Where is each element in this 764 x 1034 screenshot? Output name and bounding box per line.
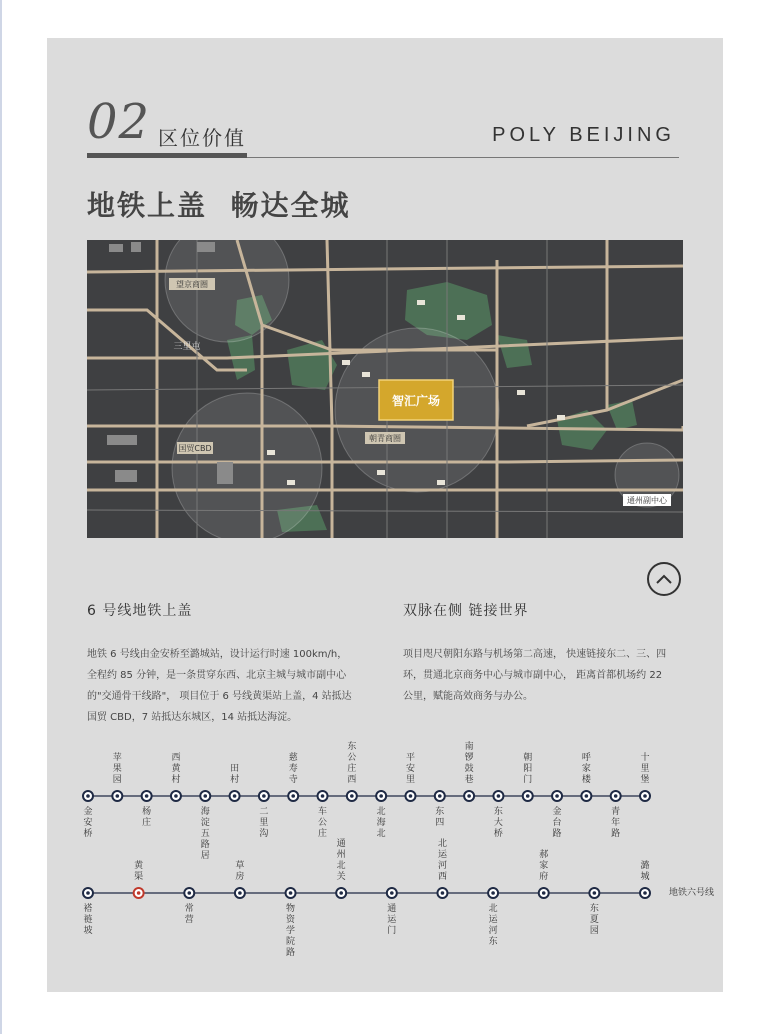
svg-text:府: 府	[539, 872, 549, 882]
svg-text:苹: 苹	[112, 753, 122, 763]
svg-text:公: 公	[318, 818, 328, 828]
svg-text:黄: 黄	[171, 764, 181, 774]
location-map	[87, 240, 683, 538]
project-label: 智汇广场	[391, 394, 441, 408]
station-dot	[409, 794, 413, 798]
station-label-row1-above	[406, 752, 415, 785]
section-title: 区位价值	[158, 126, 246, 150]
station-dot	[643, 891, 647, 895]
svg-text:资: 资	[286, 915, 296, 925]
svg-text:果: 果	[112, 764, 122, 774]
svg-text:桥: 桥	[493, 829, 503, 839]
left-column-body	[87, 644, 377, 728]
label-wangjing: 望京商圈	[176, 280, 208, 289]
station-dot	[116, 794, 120, 798]
station-dot	[137, 891, 141, 895]
svg-text:路: 路	[286, 948, 296, 958]
svg-text:路: 路	[552, 829, 562, 839]
station-label-row1-above	[465, 740, 474, 785]
svg-text:西: 西	[347, 775, 357, 785]
station-dot	[86, 891, 90, 895]
station-dot	[238, 891, 242, 895]
svg-text:黄: 黄	[134, 861, 144, 871]
station-label-row2-above	[235, 859, 244, 882]
station-label-row2-below	[489, 902, 499, 947]
station-dot	[187, 891, 191, 895]
page-headline: 地铁上盖 畅达全城	[87, 189, 351, 222]
svg-text:四: 四	[435, 818, 445, 828]
svg-text:家: 家	[581, 764, 591, 774]
station-dot	[86, 794, 90, 798]
station-dot	[593, 891, 597, 895]
station-label-row1-below	[83, 805, 92, 839]
svg-text:州: 州	[336, 850, 346, 860]
station-dot	[339, 891, 343, 895]
svg-text:通: 通	[336, 839, 346, 849]
svg-text:物: 物	[286, 904, 296, 914]
label-sanlitun: 三里屯	[173, 342, 201, 352]
svg-text:河: 河	[437, 861, 447, 871]
station-dot	[467, 794, 471, 798]
svg-text:坡: 坡	[83, 926, 93, 936]
label-guomao: 国贸CBD	[178, 444, 212, 453]
station-dot	[291, 794, 295, 798]
svg-text:路: 路	[200, 840, 210, 850]
svg-text:南: 南	[464, 742, 474, 752]
svg-text:营: 营	[184, 915, 194, 925]
station-dot	[526, 794, 530, 798]
station-label-row1-above	[113, 751, 122, 785]
station-label-row1-below	[553, 805, 562, 839]
map-svg	[87, 240, 683, 538]
station-label-row1-below	[142, 805, 151, 828]
station-label-row2-above	[640, 859, 649, 882]
svg-text:运: 运	[387, 915, 397, 925]
station-label-row2-above	[539, 848, 548, 882]
svg-text:桥: 桥	[83, 829, 93, 839]
svg-text:院: 院	[286, 937, 296, 947]
station-dot	[289, 891, 293, 895]
svg-text:家: 家	[539, 861, 549, 871]
svg-text:寺: 寺	[288, 775, 298, 785]
chevron-up-icon	[655, 573, 673, 585]
svg-text:朝: 朝	[523, 753, 533, 763]
line6-end-note: 地铁六号线	[669, 888, 715, 898]
svg-text:渠: 渠	[134, 872, 144, 882]
station-label-row1-below	[611, 805, 620, 839]
svg-text:田: 田	[230, 764, 240, 774]
station-label-row1-above	[230, 763, 239, 785]
right-column-body	[403, 644, 688, 707]
svg-text:门: 门	[387, 926, 397, 936]
station-label-row1-above	[523, 751, 532, 785]
station-label-row2-above	[438, 837, 448, 882]
svg-text:村: 村	[171, 775, 181, 785]
section-number: 02	[87, 94, 151, 150]
svg-text:巷: 巷	[464, 775, 474, 785]
svg-text:东: 东	[488, 937, 498, 947]
svg-text:锣: 锣	[464, 753, 474, 763]
station-dot	[145, 794, 149, 798]
left-text-line: 地铁 6 号线由金安桥至潞城站，设计运行时速 100km/h，	[87, 649, 348, 660]
station-dot	[643, 794, 647, 798]
station-dot	[321, 794, 325, 798]
station-label-row1-below	[435, 805, 444, 828]
svg-text:金: 金	[552, 807, 562, 817]
svg-text:台: 台	[552, 818, 562, 828]
station-dot	[614, 794, 618, 798]
svg-text:年: 年	[611, 818, 621, 828]
station-dot	[262, 794, 266, 798]
station-label-row2-above	[134, 859, 144, 882]
svg-text:草: 草	[235, 861, 245, 871]
station-dot	[379, 794, 383, 798]
station-dot	[542, 891, 546, 895]
svg-text:东: 东	[493, 807, 503, 817]
station-dot	[174, 794, 178, 798]
station-dot	[491, 891, 495, 895]
left-text-line: 全程约 85 分钟，是一条贯穿东西、北京主城与城市副中心	[87, 670, 347, 681]
svg-text:五: 五	[200, 829, 210, 839]
station-label-row2-above	[337, 838, 346, 882]
svg-text:东: 东	[435, 807, 445, 817]
brand-title: POLY BEIJING	[492, 124, 675, 146]
svg-text:潞: 潞	[640, 861, 650, 871]
svg-text:堡: 堡	[640, 775, 650, 785]
station-label-row1-above	[171, 752, 181, 785]
svg-text:北: 北	[437, 839, 447, 849]
station-dot	[585, 794, 589, 798]
svg-text:常: 常	[184, 904, 194, 914]
svg-text:鼓: 鼓	[464, 764, 474, 774]
station-label-row1-below	[377, 805, 386, 839]
station-label-row1-below	[201, 805, 210, 861]
station-label-row1-above	[347, 740, 356, 785]
svg-text:夏: 夏	[589, 915, 599, 925]
svg-text:西: 西	[437, 872, 447, 882]
svg-text:北: 北	[376, 829, 386, 839]
svg-text:金: 金	[83, 807, 93, 817]
left-text-line: 的"交通骨干线路"， 项目位于 6 号线黄渠站上盖，4 站抵达	[87, 691, 352, 702]
svg-text:青: 青	[611, 807, 621, 817]
right-text-line: 公里，赋能高效商务与办公。	[403, 691, 533, 702]
svg-text:门: 门	[523, 775, 533, 785]
svg-text:呼: 呼	[581, 753, 591, 763]
station-label-row1-above	[582, 751, 592, 785]
station-label-row1-below	[318, 805, 327, 839]
right-text-line: 项目咫尺朝阳东路与机场第二高速， 快速链接东二、三、四	[403, 649, 667, 660]
svg-text:北: 北	[376, 807, 386, 817]
station-label-row1-above	[289, 751, 298, 785]
svg-text:沟: 沟	[259, 829, 269, 839]
svg-text:园: 园	[112, 775, 122, 785]
svg-text:庄: 庄	[347, 764, 357, 774]
station-label-row2-below	[185, 902, 194, 925]
svg-text:二: 二	[259, 807, 269, 817]
svg-text:关: 关	[336, 872, 346, 882]
svg-text:十: 十	[640, 753, 650, 763]
svg-text:园: 园	[589, 926, 599, 936]
right-column-title: 双脉在侧 链接世界	[403, 603, 529, 619]
svg-text:东: 东	[589, 904, 599, 914]
metro-line-diagram	[47, 738, 723, 978]
svg-text:公: 公	[347, 753, 357, 763]
svg-text:里: 里	[405, 775, 415, 785]
right-text-line: 环，贯通北京商务中心与城市副中心， 距离首都机场约 22	[403, 670, 663, 681]
svg-text:安: 安	[83, 818, 93, 828]
station-dot	[390, 891, 394, 895]
svg-text:淀: 淀	[200, 818, 210, 828]
svg-text:里: 里	[259, 818, 269, 828]
svg-text:楼: 楼	[581, 775, 591, 785]
svg-text:阳: 阳	[523, 764, 533, 774]
svg-text:通: 通	[387, 904, 397, 914]
svg-text:裢: 裢	[83, 915, 93, 925]
label-chaoqing: 朝青商圈	[369, 434, 401, 443]
svg-text:河: 河	[488, 926, 498, 936]
station-label-row1-below	[259, 807, 268, 839]
svg-text:平: 平	[405, 753, 415, 763]
svg-text:安: 安	[405, 764, 415, 774]
page-panel	[47, 38, 723, 992]
station-dot	[497, 794, 501, 798]
station-label-row2-below	[387, 903, 397, 936]
svg-text:海: 海	[376, 818, 386, 828]
svg-text:寿: 寿	[288, 764, 298, 774]
station-label-row1-above	[640, 751, 649, 785]
page-edge-rule	[0, 0, 2, 1034]
svg-text:房: 房	[235, 872, 245, 882]
station-label-row2-below	[590, 902, 599, 936]
svg-text:慈: 慈	[288, 753, 298, 763]
svg-text:城: 城	[640, 872, 650, 882]
svg-text:村: 村	[230, 775, 240, 785]
svg-text:里: 里	[640, 764, 650, 774]
left-column-title: 6 号线地铁上盖	[87, 603, 193, 619]
station-dot	[438, 794, 442, 798]
station-dot	[350, 794, 354, 798]
svg-text:庄: 庄	[318, 829, 328, 839]
station-dot	[233, 794, 237, 798]
left-text-line: 国贸 CBD，7 站抵达东城区，14 站抵达海淀。	[87, 712, 298, 723]
header-rule-accent	[87, 153, 247, 158]
svg-text:北: 北	[336, 861, 346, 871]
svg-text:居: 居	[200, 851, 210, 861]
svg-text:运: 运	[437, 850, 447, 860]
svg-text:东: 东	[347, 742, 357, 752]
svg-text:北: 北	[488, 904, 498, 914]
svg-text:杨: 杨	[142, 807, 152, 817]
svg-text:大: 大	[493, 818, 503, 828]
station-label-row1-below	[494, 805, 503, 839]
svg-text:运: 运	[488, 915, 498, 925]
svg-text:庄: 庄	[142, 818, 152, 828]
station-dot	[203, 794, 207, 798]
svg-text:西: 西	[171, 753, 181, 763]
station-label-row2-below	[83, 902, 92, 936]
svg-text:学: 学	[286, 926, 296, 936]
svg-text:海: 海	[200, 807, 210, 817]
station-dot	[555, 794, 559, 798]
svg-text:褡: 褡	[83, 904, 93, 914]
scroll-up-button[interactable]	[647, 562, 681, 596]
label-tongzhou: 通州副中心	[627, 496, 667, 505]
svg-text:郝: 郝	[539, 850, 549, 860]
svg-text:车: 车	[318, 807, 328, 817]
station-label-row2-below	[286, 902, 296, 958]
svg-text:路: 路	[611, 829, 621, 839]
station-dot	[441, 891, 445, 895]
